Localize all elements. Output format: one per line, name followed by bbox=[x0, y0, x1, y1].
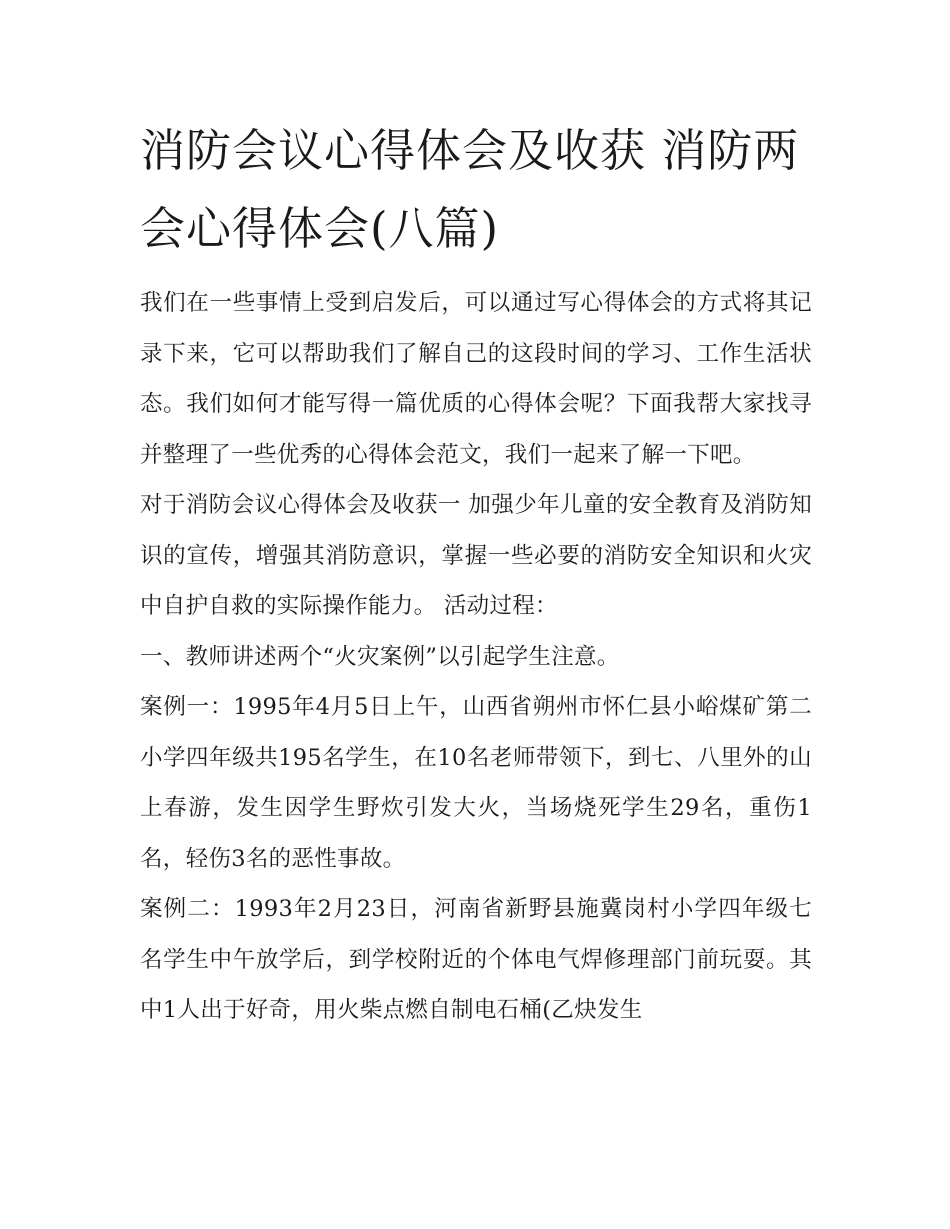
case-one-paragraph: 案例一：1995年4月5日上午，山西省朔州市怀仁县小峪煤矿第二小学四年级共195名学生，在10名老师带领下，到七、八里外的山上春游，发生因学生野炊引发大火，当场烧死学生29名，重伤1名，轻伤3名的恶性事故。 bbox=[140, 694, 812, 872]
document-body bbox=[140, 278, 812, 1036]
case-two-paragraph: 案例二：1993年2月23日，河南省新野县施冀岗村小学四年级七名学生中午放学后，到学校附近的个体电气焊修理部门前玩耍。其中1人出于好奇，用火柴点燃自制电石桶(乙炔发生 bbox=[140, 896, 812, 1023]
section-one-paragraph: 对于消防会议心得体会及收获一 加强少年儿童的安全教育及消防知识的宣传，增强其消防意识，掌握一些必要的消防安全知识和火灾中自护自救的实际操作能力。 活动过程： bbox=[140, 492, 812, 619]
document-title: 消防会议心得体会及收获 消防两会心得体会(八篇) bbox=[140, 124, 800, 255]
intro-paragraph: 我们在一些事情上受到启发后，可以通过写心得体会的方式将其记录下来，它可以帮助我们了解自己的这段时间的学习、工作生活状态。我们如何才能写得一篇优质的心得体会呢？下面我帮大家找寻并整理了一些优秀的心得体会范文，我们一起来了解一下吧。 bbox=[140, 290, 812, 468]
activity-step-paragraph: 一、教师讲述两个“火灾案例”以引起学生注意。 bbox=[140, 643, 620, 670]
